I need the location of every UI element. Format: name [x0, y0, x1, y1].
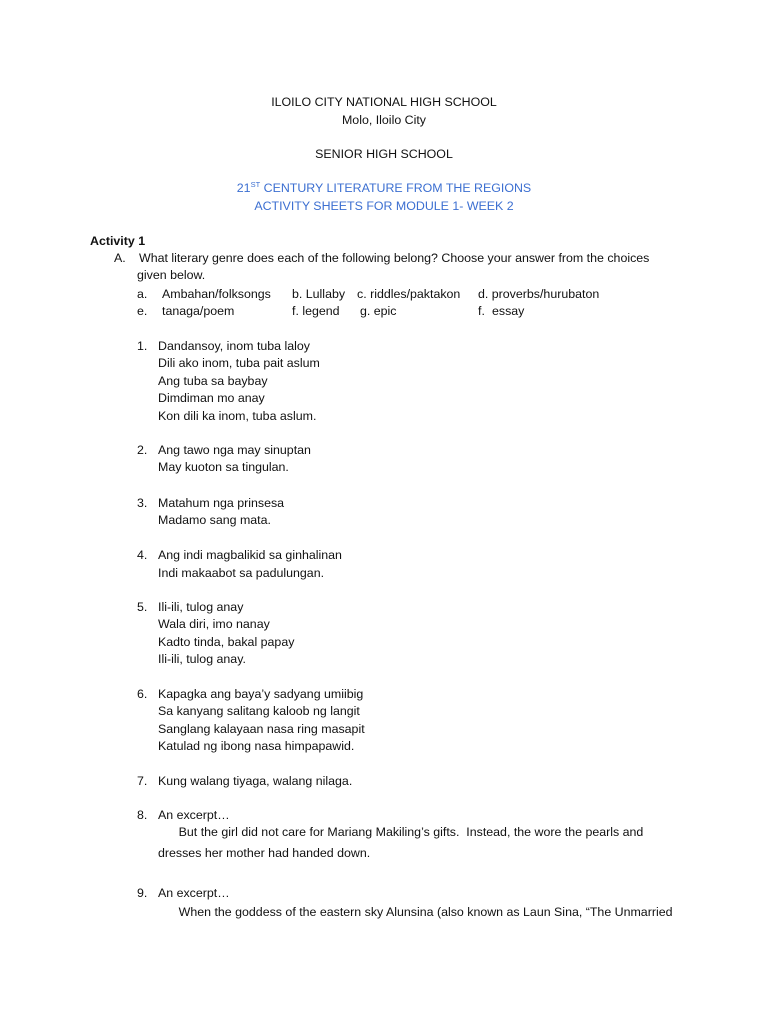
item-number: 6.: [137, 687, 148, 701]
item-line: Ili-ili, tulog anay.: [158, 652, 246, 666]
item-number: 2.: [137, 443, 148, 457]
choice-b: b. Lullaby: [292, 287, 346, 301]
item-number: 4.: [137, 548, 148, 562]
item-line: May kuoton sa tingulan.: [158, 460, 289, 474]
module-title: ACTIVITY SHEETS FOR MODULE 1- WEEK 2: [254, 199, 514, 213]
item-line: Sa kanyang salitang kaloob ng langit: [158, 704, 360, 718]
question-line-1: What literary genre does each of the following belong? Choose your answer from the choices: [139, 251, 650, 265]
subject-title: [0, 181, 768, 195]
question-line-2: given below.: [137, 268, 206, 282]
item-line: Indi makaabot sa padulungan.: [158, 566, 325, 580]
item-line: Kung walang tiyaga, walang nilaga.: [158, 774, 353, 788]
choice-a-label: a.: [137, 287, 148, 301]
subject-rest: CENTURY LITERATURE FROM THE REGIONS: [260, 181, 532, 195]
part-label: A.: [114, 251, 126, 265]
choice-d: d. proverbs/hurubaton: [478, 287, 600, 301]
item-number: 7.: [137, 774, 148, 788]
choice-f-legend: f. legend: [292, 304, 340, 318]
school-address: Molo, Iloilo City: [341, 113, 426, 127]
item-line: Ang indi magbalikid sa ginhalinan: [158, 548, 342, 562]
choice-a: Ambahan/folksongs: [162, 287, 271, 301]
choice-e: tanaga/poem: [162, 304, 235, 318]
item-line: dresses her mother had handed down.: [158, 846, 371, 860]
school-name: ILOILO CITY NATIONAL HIGH SCHOOL: [271, 95, 497, 109]
item-line: Kon dili ka inom, tuba aslum.: [158, 409, 317, 423]
choice-e-label: e.: [137, 304, 148, 318]
item-line: Matahum nga prinsesa: [158, 496, 285, 510]
subject-prefix: 21: [236, 181, 251, 195]
item-line: Kadto tinda, bakal papay: [158, 635, 295, 649]
choice-f-essay: essay: [492, 304, 525, 318]
item-line: An excerpt…: [158, 808, 230, 822]
item-line: Dandansoy, inom tuba laloy: [158, 339, 310, 353]
item-line: Katulad ng ibong nasa himpapawid.: [158, 739, 355, 753]
item-line: But the girl did not care for Mariang Makiling’s gifts. Instead, the wore the pearls and: [158, 825, 644, 839]
item-line: Dili ako inom, tuba pait aslum: [158, 356, 320, 370]
item-line: Ili-ili, tulog anay: [158, 600, 244, 614]
department-title: SENIOR HIGH SCHOOL: [315, 147, 453, 161]
item-number: 8.: [137, 808, 148, 822]
choice-f-label: f.: [478, 304, 485, 318]
item-number: 9.: [137, 886, 148, 900]
item-line: Sanglang kalayaan nasa ring masapit: [158, 722, 365, 736]
item-number: 5.: [137, 600, 148, 614]
item-line: Kapagka ang baya’y sadyang umiibig: [158, 687, 364, 701]
item-line: Madamo sang mata.: [158, 513, 271, 527]
item-line: When the goddess of the eastern sky Alunsina (also known as Laun Sina, “The Unmarried: [158, 905, 673, 919]
item-number: 1.: [137, 339, 148, 353]
item-line: Dimdiman mo anay: [158, 391, 265, 405]
choice-g: g. epic: [360, 304, 397, 318]
activity-title: Activity 1: [90, 234, 146, 248]
item-number: 3.: [137, 496, 148, 510]
item-line: Ang tuba sa baybay: [158, 374, 268, 388]
item-line: Wala diri, imo nanay: [158, 617, 270, 631]
choice-c: c. riddles/paktakon: [357, 287, 461, 301]
item-line: Ang tawo nga may sinuptan: [158, 443, 311, 457]
item-line: An excerpt…: [158, 886, 230, 900]
subject-superscript: ST: [250, 179, 261, 189]
